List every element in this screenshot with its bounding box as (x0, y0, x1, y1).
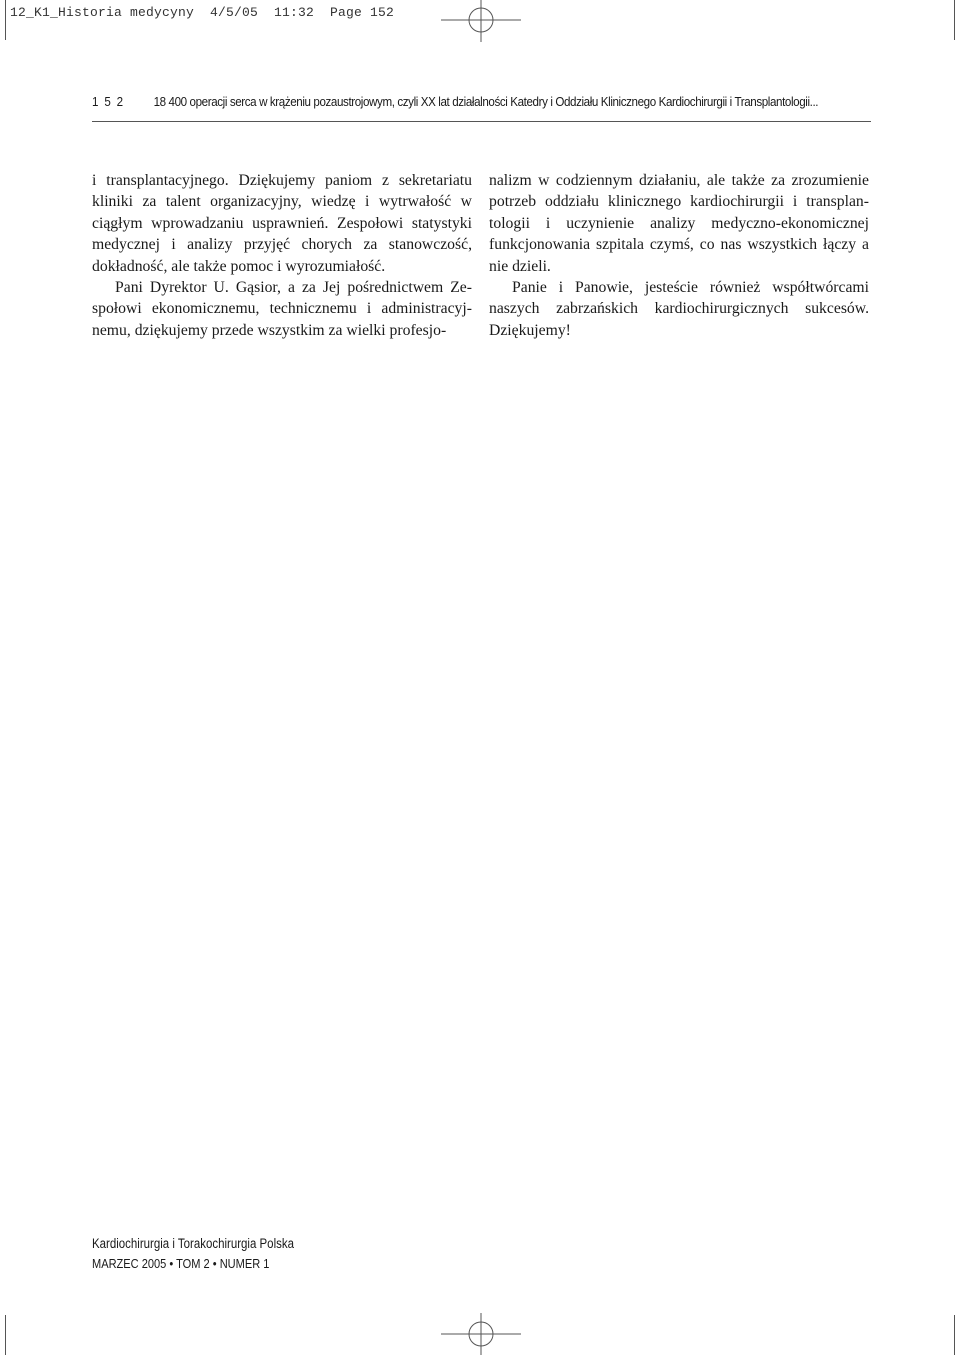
crop-mark-top-right (954, 0, 955, 40)
left-column (92, 170, 472, 341)
left-paragraph-2: Pani Dyrektor U. Gąsior, a za Jej pośrednictwem Zespołowi ekonomicznemu, technicznemu i administracyjnemu, dziękujemy przede wszystkim za wielki profesjo- (92, 279, 472, 339)
crop-mark-bottom-right (954, 1315, 955, 1355)
right-column (489, 170, 869, 341)
page-number: 1 5 2 (92, 94, 125, 109)
right-paragraph-2: Panie i Panowie, jesteście również współtwórcami naszych zabrzańskich kardiochirurgicznych sukcesów. Dziękujemy! (489, 279, 869, 339)
registration-mark-bottom (441, 1313, 521, 1355)
printer-slug: 12_K1_Historia medycyny 4/5/05 11:32 Page 152 (10, 5, 395, 20)
left-paragraph-1: i transplantacyjnego. Dziękujemy paniom z sekretariatu kliniki za talent organizacyjny, wiedzę i wytrwałość w ciągłym wprowadzaniu usprawnień. Zespołowi statystyki medycznej i analizy przyjęć chorych za stanowczość, dokładność, ale także pomoc i wyrozumiałość. (92, 172, 472, 275)
header-rule (92, 121, 871, 122)
crop-mark-bottom-left (5, 1315, 6, 1355)
footer-issue-info: MARZEC 2005 • TOM 2 • NUMER 1 (92, 1256, 270, 1271)
running-head (92, 92, 819, 112)
running-title: 18 400 operacji serca w krążeniu pozaustrojowym, czyli XX lat działalności Katedry i Oddziału Klinicznego Kardiochirurgii i Transplantologii... (153, 94, 819, 109)
right-paragraph-1: nalizm w codziennym działaniu, ale także za zrozumienie potrzeb oddziału klinicznego kardiochirurgii i transplantologii i uczynienie analizy medyczno-ekonomicznej funkcjonowania szpitala czymś, co nas wszystkich łączy a nie dzieli. (489, 172, 869, 275)
registration-mark-top (441, 0, 521, 42)
crop-mark-top-left (5, 0, 6, 40)
footer-journal-title: Kardiochirurgia i Torakochirurgia Polska (92, 1236, 294, 1251)
